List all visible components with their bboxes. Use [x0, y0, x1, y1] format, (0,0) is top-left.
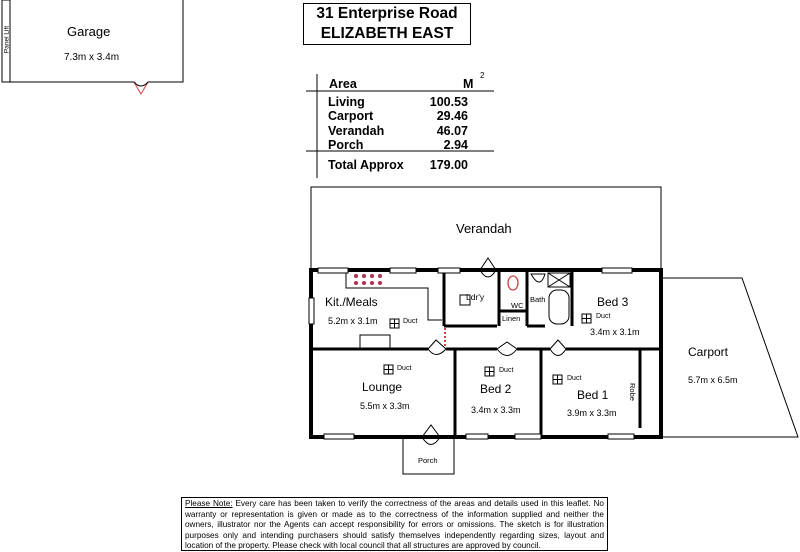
unit-header: M — [463, 77, 474, 91]
bed3-duct-label: Duct — [596, 313, 611, 320]
address-line1: 31 Enterprise Road — [316, 5, 458, 22]
robe-label: Robe — [628, 383, 637, 401]
verandah-label: Verandah — [456, 221, 512, 236]
area-total-name: Total Approx — [328, 158, 404, 172]
basin — [531, 274, 545, 282]
carport-label: Carport — [688, 345, 729, 359]
kitchen-label: Kit./Meals — [325, 295, 378, 309]
cooktop — [354, 274, 382, 285]
lounge-label: Lounge — [362, 380, 403, 394]
bed1-size: 3.9m x 3.3m — [567, 408, 617, 418]
linen-label: Linen — [502, 314, 521, 323]
lounge-size: 5.5m x 3.3m — [360, 401, 410, 411]
bath-label: Bath — [530, 295, 546, 304]
address-title-box — [303, 3, 471, 45]
garage-outline — [2, 0, 183, 94]
area-table — [306, 71, 494, 178]
garage-label: Garage — [67, 24, 111, 39]
toilet — [508, 276, 518, 290]
bed3-size: 3.4m x 3.1m — [590, 327, 640, 337]
area-row-name: Verandah — [328, 124, 385, 138]
carport-size: 5.7m x 6.5m — [688, 375, 738, 385]
carport-outline — [661, 278, 798, 437]
kitchen-duct-label: Duct — [403, 318, 418, 325]
area-row-value: 29.46 — [436, 109, 468, 123]
bed2-duct-label: Duct — [499, 367, 514, 374]
bed3-label: Bed 3 — [597, 295, 629, 309]
disclaimer-heading: Please Note: — [185, 499, 233, 508]
lounge-duct-label: Duct — [397, 365, 412, 372]
bed1-label: Bed 1 — [577, 388, 609, 402]
kitchen-bench — [346, 273, 442, 349]
area-header: Area — [329, 77, 357, 91]
area-row-name: Carport — [328, 109, 374, 123]
kitchen-size: 5.2m x 3.1m — [328, 316, 378, 326]
disclaimer-text: Every care has been taken to verify the correctness of the areas and details used in this leaflet. No warranty or representation is given or made as to the correctness of the information supplied and neither the owners, illustrator nor the Agents can accept responsibility for errors or omissions. The sketch is for illustration purposes only and intending purchasers should satisfy themselves independently regarding sizes, layout and location of the property. Please check with local council that all structures are approved by council. — [185, 499, 604, 550]
bed2-size: 3.4m x 3.3m — [471, 405, 521, 415]
laundry-label: Ldr'y — [466, 292, 485, 302]
area-total-value: 179.00 — [429, 158, 468, 172]
wc-label: WC — [511, 301, 524, 310]
address-line2: ELIZABETH EAST — [320, 25, 454, 42]
bath-tub — [549, 290, 569, 324]
area-row-value: 2.94 — [443, 138, 468, 152]
disclaimer-note — [181, 497, 608, 551]
area-row-value: 46.07 — [436, 124, 468, 138]
bed2-label: Bed 2 — [480, 382, 512, 396]
shower — [548, 273, 570, 287]
area-row-name: Living — [328, 95, 365, 109]
area-row-value: 100.53 — [429, 95, 468, 109]
garage-door-label: Panel Lift — [3, 25, 11, 54]
area-row-name: Porch — [328, 138, 364, 152]
bed1-duct-label: Duct — [567, 375, 582, 382]
unit-superscript: 2 — [480, 71, 485, 80]
garage-size: 7.3m x 3.4m — [64, 52, 120, 63]
porch-label: Porch — [418, 456, 438, 465]
